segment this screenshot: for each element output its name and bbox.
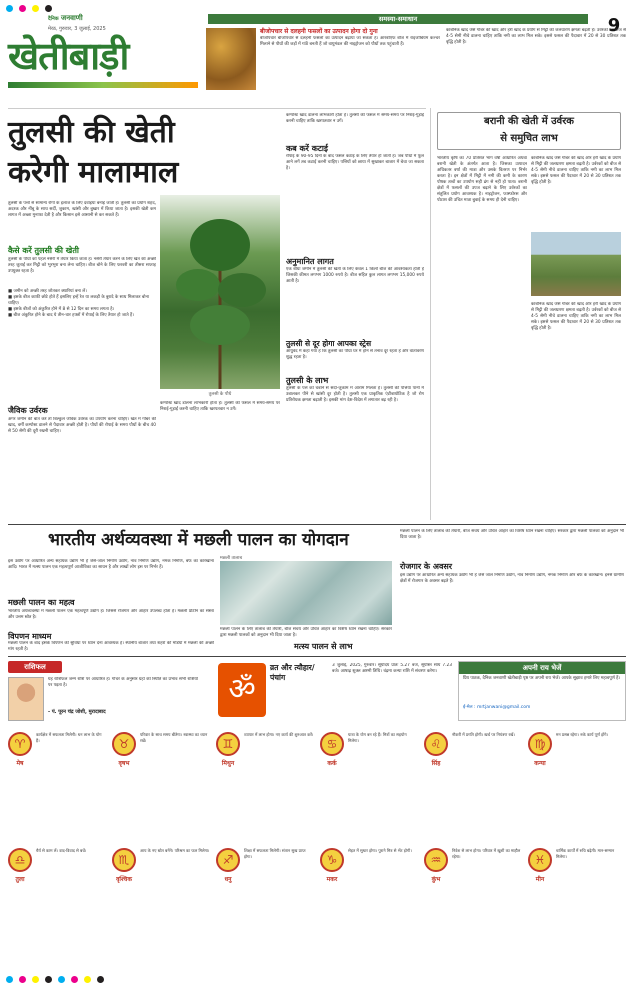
rashifal-author: - पं. पूरन चंद्र जोशी, मुरादाबाद — [48, 709, 106, 715]
fish-employment-text: इस उद्योग पर आधारित अन्य सहायक उद्योग भी हैं जैसे जाल निर्माण उद्योग, नाव निर्माण उद्योग, नमक निर्माण और बर्फ के कारखाने। इनसे ग्रामीण क्षेत्रों में रोजगार के अवसर बढ़ते हैं। — [400, 573, 624, 584]
fish-article — [8, 524, 626, 652]
sign-aquarius: ♒ कुंभ — [424, 848, 462, 908]
section-title: समस्या-समाधान — [378, 15, 418, 23]
top-story-continued: कार्बनिक खाद जैसे गोबर की खाद और हरी खाद के प्रयोग से मिट्टी की जलधारण क्षमता बढ़ती है। उर्वरकों को बीज से 4-5 सेमी नीचे डालना चाहिए ताकि नमी का लाभ मिल सके। इससे फसल की पैदावार में 20 से 30 प्रतिशत तक वृद्धि होती है। — [446, 28, 626, 45]
bullet-item: ■ बीज अंकुरित होने के बाद ये तीन-चार हफ्तों में रोपाई के लिए तैयार हो जाते हैं। — [8, 313, 134, 318]
fish-photo-label: मछली तालाब — [220, 556, 243, 561]
harvest-text: रोपाई के 90-95 दिनों के बाद फसल कटाई के लिए तैयार हो जाती है। जब पौधों में फूल आने लगें तब कटाई करनी चाहिए। पत्तियों को छाया में सुखाकर बाजार में बेचा जा सकता है। — [286, 154, 424, 171]
heading-stress: तुलसी से दूर होगा आपका स्ट्रेस — [286, 339, 372, 348]
side-text-2: कार्बनिक खाद जैसे गोबर की खाद और हरी खाद के प्रयोग से मिट्टी की जलधारण क्षमता बढ़ती है। उर्वरकों को बीज से 4-5 सेमी नीचे डालना चाहिए ताकि नमी का लाभ मिल सके। इससे फसल की पैदावार में 20 से 30 प्रतिशत तक वृद्धि होती है। — [531, 156, 621, 185]
heading-fish-marketing: विपणन माध्यम — [8, 632, 52, 641]
sign-text: निवेश से लाभ होगा। परिवार में खुशी का माहौल रहेगा। — [452, 848, 521, 859]
signs-grid — [8, 728, 626, 972]
side-article — [430, 108, 626, 520]
sign-virgo: ♍ कन्या — [528, 732, 566, 792]
stress-text: आयुर्वेद में कहा गया है कि तुलसी का पौधा घर में होने से तनाव दूर रहता है और वातावरण शुद्ध रहता है। — [286, 349, 424, 360]
sign-text: शिक्षा में सफलता मिलेगी। संतान सुख प्राप्त होगा। — [244, 848, 306, 859]
sign-leo: ♌ सिंह — [424, 732, 462, 792]
aries-icon: ♈ — [8, 732, 32, 756]
bullet-item: ■ जमीन को अच्छी तरह जोतकर क्यारियां बना लें। — [8, 289, 87, 294]
brand-underline — [8, 82, 198, 88]
opinion-title-bar — [459, 662, 625, 674]
heading-benefit: तुलसी के लाभ — [286, 376, 329, 385]
sign-cancer: ♋ कर्क — [320, 732, 358, 792]
fish-col-middle: मछली पालन के लिए तालाब की तैयारी, बीज संचय और उचित आहार का विशेष ध्यान रखना चाहिए। सरकार द्वारा मछली पालकों को अनुदान भी दिया जाता है। — [220, 627, 392, 638]
side-text-3: कार्बनिक खाद जैसे गोबर की खाद और हरी खाद के प्रयोग से मिट्टी की जलधारण क्षमता बढ़ती है। उर्वरकों को बीज से 4-5 सेमी नीचे डालना चाहिए ताकि नमी का लाभ मिल सके। इससे फसल की पैदावार में 20 से 30 प्रतिशत तक वृद्धि होती है। — [531, 302, 621, 331]
col3-text: कम्पोस्ट खाद डालना लाभकारी होता है। तुलसी की फसल में समय-समय पर निराई-गुड़ाई करनी चाहिए ताकि खरपतवार न उगें। — [286, 113, 424, 124]
sign-capricorn: ♑ मकर — [320, 848, 358, 908]
brand-logo — [8, 28, 198, 94]
horoscope-header-row — [8, 656, 626, 724]
aquarius-icon: ♒ — [424, 848, 448, 872]
dateline: मेरठ, गुरुवार, 3 जुलाई, 2025 — [48, 26, 106, 32]
fish-marketing-text: मछली पालन के बाद इसके विपणन की सुविधा पर ध्यान देना आवश्यक है। स्थानीय बाजार तथा शहरों की मंडियों में मछली की अच्छी मांग रहती है। — [8, 641, 214, 652]
how-text: तुलसी के पौधों को पहले नर्सरी में तैयार किया जाता है। नर्सरी तैयार करने के लिए खेत की अच्छी तरह जुताई कर मिट्टी को भुरभुरा बना लेना चाहिए। बीज बोने के लिए फरवरी का तीसरा सप्ताह उपयुक्त रहता है। — [8, 257, 156, 274]
lead-title-line1: तुलसी की खेती — [8, 115, 175, 150]
bullet-item: ■ इसके बीजों को अंकुरित होने में 8 से 12 दिन का समय लगता है। — [8, 307, 115, 312]
lead-title — [8, 113, 268, 193]
lead-title-line2: करेगी मालामाल — [8, 155, 179, 190]
opinion-box — [458, 661, 626, 721]
sign-gemini: ♊ मिथुन — [216, 732, 254, 792]
vrat-title: व्रत और त्यौहार/पंचांग — [270, 663, 315, 682]
paper-name: दैनिक जनवाणी — [48, 14, 83, 22]
pulses-image — [206, 28, 256, 90]
leo-icon: ♌ — [424, 732, 448, 756]
tulsi-photo — [160, 195, 280, 389]
capricorn-icon: ♑ — [320, 848, 344, 872]
side-title-box — [437, 112, 621, 150]
fish-col-right: मछली पालन के लिए तालाब की तैयारी, बीज संचय और उचित आहार का विशेष ध्यान रखना चाहिए। सरकार द्वारा मछली पालकों को अनुदान भी दिया जाता है। — [400, 529, 624, 540]
heading-fertilizer: जैविक उर्वरक — [8, 406, 48, 415]
virgo-icon: ♍ — [528, 732, 552, 756]
heading-fish-importance: मछली पालन का महत्व — [8, 598, 75, 607]
top-story-title: बीजोपचार से दलहनी फसलों का उत्पादन होगा दो गुना — [260, 28, 378, 35]
sign-pisces: ♓ मीन — [528, 848, 566, 908]
sign-sagittarius: ♐ धनु — [216, 848, 254, 908]
sign-aries: ♈ मेष — [8, 732, 46, 792]
sign-text: व्यापार में लाभ होगा। नए कार्य की शुरुआत करें। — [244, 732, 314, 737]
bullet-item: ■ इसके बीज काफी छोटे होते हैं इसलिए इन्हें रेत या लकड़ी के बुरादे के साथ मिलाकर बोना चाहिए। — [8, 295, 149, 306]
sign-scorpio: ♏ वृश्चिक — [112, 848, 150, 908]
sign-text: परिवार के साथ समय बीतेगा। स्वास्थ्य का ध्यान रखें। — [140, 732, 208, 743]
benefit-text: तुलसी के पत्ते को चबाने से सर्दी-जुकाम में आराम मिलता है। तुलसी की पत्तियां पानी में उबालकर पीने से खांसी दूर होती है। तुलसी एक प्राकृतिक एंटीबायोटिक है जो रोग प्रतिरोधक क्षमता बढ़ाती है। इसकी मांग देश-विदेश में लगातार बढ़ रही है। — [286, 386, 424, 403]
om-symbol: ॐ — [218, 663, 266, 717]
heading-fish-employment: रोजगार के अवसर — [400, 562, 453, 571]
sign-libra: ♎ तुला — [8, 848, 46, 908]
cost-text: एक बीघा जमीन में तुलसी की खेती के लिए केवल 1 किलो बीज की आवश्यकता होती है जिसकी कीमत लगभग 1000 रुपये है। बीज सहित कुल लागत लगभग 15,000 रुपये आती है। — [286, 267, 424, 284]
bottom-color-dots — [6, 976, 626, 984]
sign-taurus: ♉ वृषभ — [112, 732, 150, 792]
field-photo — [531, 232, 621, 296]
sign-text: धार्मिक कार्यों में रुचि बढ़ेगी। मान-सम्मान मिलेगा। — [556, 848, 615, 859]
top-story — [260, 28, 440, 98]
rashifal-intro: यह राशिफल जन्म राशि पर आधारित है। गोचर के अनुसार ग्रहों की स्थिति का प्रभाव सभी राशियों पर पड़ता है। — [48, 677, 198, 688]
tulsi-plant-illustration — [160, 195, 280, 389]
sign-text: यात्रा के योग बन रहे हैं। मित्रों का सहयोग मिलेगा। — [348, 732, 407, 743]
panchang-text: 3 जुलाई, 2025, गुरुवार। सूर्योदय प्रातः 5.27 बजे, सूर्यास्त सायं 7.23 बजे। आषाढ़ शुक्ल अष्टमी तिथि। चंद्रमा कन्या राशि में संचरण करेगा। — [332, 663, 452, 674]
section-bar — [208, 14, 588, 24]
sign-text: धैर्य से काम लें। वाद-विवाद से बचें। — [36, 848, 87, 853]
brand-title: खेतीबाड़ी — [8, 34, 129, 78]
sagittarius-icon: ♐ — [216, 848, 240, 872]
rashifal-banner — [8, 661, 62, 673]
how-bullets — [8, 289, 156, 369]
fish-lead: इस उद्योग पर आधारित अन्य सहायक उद्योग भी हैं जैसे-जाल निर्माण उद्योग, नाव निर्माण उद्योग, नमक निर्माण, बर्फ का कारखाना आदि। भारत में मत्स्य पालन एक महत्वपूर्ण आजीविका का साधन है और लाखों लोग इस पर निर्भर हैं। — [8, 559, 214, 570]
top-color-dots — [6, 5, 626, 11]
lead-col3 — [286, 113, 424, 517]
pisces-icon: ♓ — [528, 848, 552, 872]
libra-icon: ♎ — [8, 848, 32, 872]
fertilizer-text: अगर जमीन की बात करें तो बिल्कुल जैविक उर्वरक का उपयोग करना चाहिए। खेत में गोबर की खाद, वर्मी कम्पोस्ट डालने से पैदावार अच्छी होती है। पौधों की रोपाई के समय पौधों के बीच 40 से 50 सेमी की दूरी रखनी चाहिए। — [8, 417, 156, 434]
heading-cost: अनुमानित लागत — [286, 257, 334, 266]
fish-pond-photo — [220, 561, 392, 625]
heading-how: कैसे करें तुलसी की खेती — [8, 246, 79, 255]
sign-text: सेहत में सुधार होगा। पुराने मित्र से भेंट होगी। — [348, 848, 412, 853]
sign-text: कार्यक्षेत्र में सफलता मिलेगी। धन लाभ के योग हैं। — [36, 732, 102, 743]
heading-harvest: कब करें कटाई — [286, 144, 328, 153]
opinion-email[interactable]: ई-मेल : mrtjanwani@gmail.com — [463, 705, 531, 710]
gemini-icon: ♊ — [216, 732, 240, 756]
astrologer-photo — [8, 677, 44, 721]
lead-intro: तुलसी के पत्तों से सामान्य रोगों के इलाज के लिए दवाइयां बनाई जाती हैं। तुलसी का प्रयोग शहद, अदरक और नींबू के साथ सर्दी, जुकाम, खांसी और बुखार में किया जाता है। इसकी खेती कम लागत में अच्छा मुनाफा देती है और किसान इसे आसानी से कर सकते हैं। — [8, 201, 156, 218]
opinion-text: प्रिय पाठक, दैनिक जनवाणी खेतीबाड़ी पृष्ठ पर अपनी राय भेजें। आपके सुझाव हमारे लिए महत्वपूर्ण हैं। — [463, 676, 621, 681]
opinion-title: अपनी राय भेजें — [522, 664, 562, 672]
scorpio-icon: ♏ — [112, 848, 136, 872]
sign-text: नौकरी में प्रगति होगी। खर्च पर नियंत्रण रखें। — [452, 732, 515, 737]
side-title-line1: बरानी की खेती में उर्वरक — [484, 116, 574, 127]
fish-photo-caption: मत्स्य पालन से लाभ — [294, 642, 353, 651]
sign-text: आय के नए स्रोत बनेंगे। परिश्रम का फल मिलेगा। — [140, 848, 210, 853]
side-title-line2: से समुचित लाभ — [500, 133, 558, 144]
fish-importance-text: भारतीय अर्थव्यवस्था में मछली पालन एक महत्वपूर्ण उद्योग है। जिससे रोजगार और आहार उपलब्ध होता है। मछली प्रोटीन का सस्ता और उत्तम स्रोत है। — [8, 609, 214, 620]
tulsi-photo-caption: तुलसी के पौधे — [208, 392, 232, 397]
lead-article — [8, 108, 426, 520]
masthead — [8, 14, 626, 104]
cancer-icon: ♋ — [320, 732, 344, 756]
taurus-icon: ♉ — [112, 732, 136, 756]
top-story-lead: बीजोपचार बीजोपचार से दलहनी फसलों का उत्पादन बढ़ाया जा सकता है। आरबीएफ बीज में राइजोबियम कल्चर मिलाने से पौधों की जड़ों में गांठें बनती हैं जो वायुमंडल की नाइट्रोजन को पौधों तक पहुंचाती हैं। — [260, 36, 440, 47]
sign-text: मन प्रसन्न रहेगा। रुके कार्य पूर्ण होंगे। — [556, 732, 609, 737]
side-text: भारतीय कृषि का 70 प्रतिशत भाग वर्षा आधारित अथवा बरानी खेती के अंतर्गत आता है। जिसका उत्पादन अधिकतर वर्षा की मात्रा और उसके वितरण पर निर्भर करता है। इन क्षेत्रों में मिट्टी में नमी की कमी के कारण पोषक तत्वों का उपयोग सही ढंग से नहीं हो पाता। बरानी क्षेत्रों में फसलों की उपज बढ़ाने के लिए उर्वरकों का संतुलित प्रयोग आवश्यक है। नाइट्रोजन, फास्फोरस और पोटाश की उचित मात्रा बुवाई के समय ही देनी चाहिए। — [437, 156, 527, 203]
page-number: 9 — [607, 15, 621, 36]
rashifal-title: राशिफल — [24, 663, 46, 671]
fish-title: भारतीय अर्थव्यवस्था में मछली पालन का योगदान — [48, 530, 349, 550]
lead-col2-bottom: कम्पोस्ट खाद डालना लाभकारी होता है। तुलसी की फसल में समय-समय पर निराई-गुड़ाई करनी चाहिए ताकि खरपतवार न उगें। — [160, 401, 280, 412]
